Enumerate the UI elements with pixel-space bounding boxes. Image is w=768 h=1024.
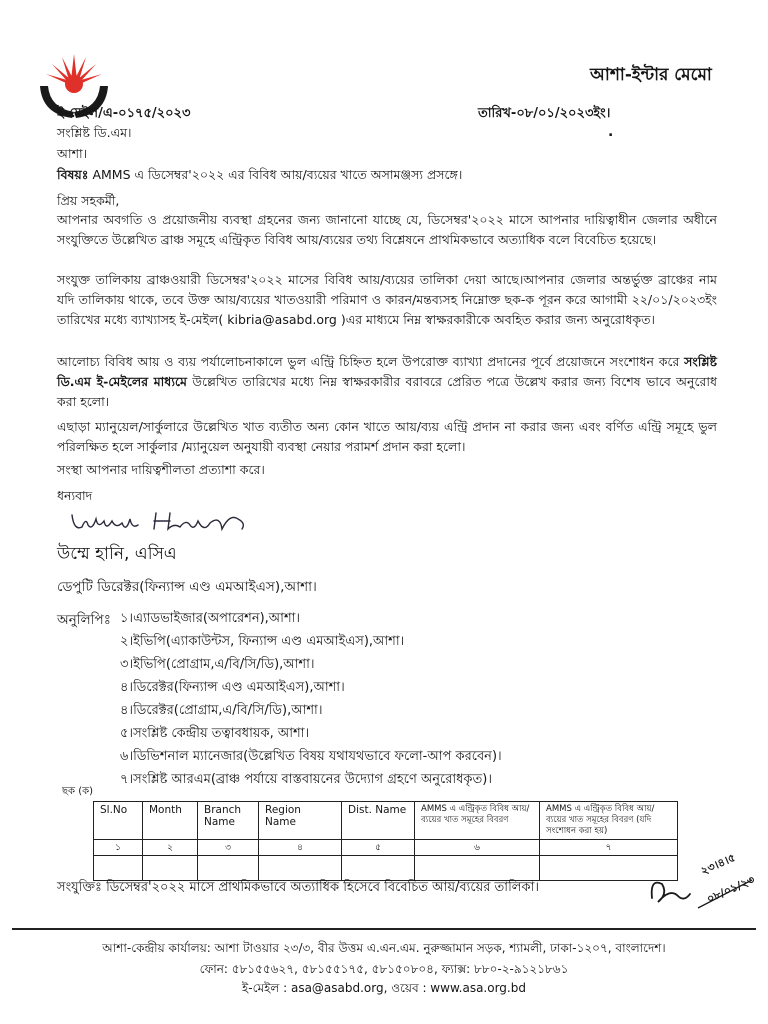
annex-column-number: ৩ — [198, 840, 259, 856]
annex-note: সংযুক্তিঃ ডিসেম্বর'২০২২ মাসে প্রাথমিকভাবে অত্যাধিক হিসেবে বিবেচিত আয়/ব্যয়ের তালিকা। — [57, 880, 539, 895]
copy-item: ৩।ইভিপি(প্রোগ্রাম,এ/বি/সি/ডি),আশা। — [120, 657, 315, 672]
copy-item: ১।এ্যাডভাইজার(অপারেশন),আশা। — [120, 611, 301, 626]
copy-item: ৭।সংশ্লিষ্ট আরএম(ব্রাঞ্চ পর্যায়ে বাস্তবায়নের উদ্যোগ গ্রহণে অনুরোধকৃত)। — [120, 772, 492, 787]
annex-column-number: ১ — [94, 840, 143, 856]
subject-text: AMMS এ ডিসেম্বর'২০২২ এর বিবিধ আয়/ব্যয়ের খাতে অসামঞ্জস্য প্রসঙ্গে। — [92, 167, 463, 182]
annex-empty-cell — [415, 856, 540, 881]
copy-item: ২।ইভিপি(এ্যাকাউন্টস, ফিন্যান্স এণ্ড এমআইএস),আশা। — [120, 634, 405, 649]
annex-empty-cell — [198, 856, 259, 881]
annex-empty-cell — [259, 856, 342, 881]
copy-item: ৪।ডিরেক্টর(ফিন্যান্স এণ্ড এমআইএস),আশা। — [120, 680, 345, 695]
recipient-line-2: আশা। — [57, 146, 88, 161]
footer-phone: ফোন: ৫৮১৫৫৬২৭, ৫৮১৫৫১৭৫, ৫৮১৫০৮০৪, ফ্যাক্স: ৮৮০-২-৯১২১৮৬১ — [199, 962, 569, 976]
body-paragraph-3-part-2: উল্লেখিত তারিখের মধ্যে নিম্ন স্বাক্ষরকারীর বরাবরে প্রেরিত পত্রে উল্লেখ করার জন্য বিশেষ ভাবে অনুরোধ করা হলো। — [57, 374, 717, 409]
handwritten-signature — [70, 507, 250, 537]
subject-line — [57, 167, 462, 187]
annex-table — [93, 801, 678, 881]
reference-number: ই-মেইল/এ-০১৭৫/২০২৩ — [57, 106, 191, 121]
stamp-date: ০৮/০১/২৩ — [704, 873, 757, 906]
annex-empty-cell — [94, 856, 143, 881]
body-paragraph-5: সংস্থা আপনার দায়িত্বশীলতা প্রত্যাশা করে। — [57, 462, 265, 477]
annex-column-number: ৪ — [259, 840, 342, 856]
annex-header-cell: Sl.No — [94, 802, 143, 840]
annex-column-number-row — [94, 840, 678, 856]
subject-label: বিষয়ঃ — [57, 167, 89, 182]
annex-column-number: ৬ — [415, 840, 540, 856]
signatory-name: উম্মে হানি, এসিএ — [57, 544, 177, 564]
annex-header-cell: AMMS এ এন্ট্রিকৃত বিবিধ আয়/ব্যয়ের খাত সমূহের বিবরণ (যদি সংশোধন করা হয়) — [540, 802, 678, 840]
body-paragraph-3-emphasis: সংশ্লিষ্ট ডি.এম ই-মেইলের মাধ্যমে — [57, 354, 717, 389]
handwritten-initial-stamp — [648, 851, 758, 918]
memo-date: তারিখ-০৮/০১/২০২৩ইং। — [478, 106, 611, 121]
copy-item: ৬।ডিভিশনাল ম্যানেজার(উল্লেখিত বিষয় যথাযথভাবে ফলো-আপ করবেন)। — [120, 749, 502, 764]
annex-empty-row — [94, 856, 678, 881]
annex-column-number: ৭ — [540, 840, 678, 856]
logo-sun — [65, 75, 83, 93]
annex-column-number: ৫ — [342, 840, 415, 856]
copies-label: অনুলিপিঃ — [57, 612, 111, 628]
annex-header-cell: Month — [143, 802, 198, 840]
copy-item: ৫।সংশ্লিষ্ট কেন্দ্রীয় তত্বাবধায়ক, আশা। — [120, 726, 310, 741]
annex-column-number: ২ — [143, 840, 198, 856]
date-mark: . — [608, 124, 614, 140]
annex-header-cell: AMMS এ এন্ট্রিকৃত বিবিধ আয়/ব্যয়ের খাত সমূহের বিবরণ — [415, 802, 540, 840]
thanks-text: ধন্যবাদ — [57, 488, 93, 503]
stamp-number: ২৩।৪।৫ — [698, 851, 738, 878]
body-paragraph-4: এছাড়া ম্যানুয়েল/সার্কুলারে উল্লেখিত খাত ব্যতীত অন্য কোন খাতে আয়/ব্যয় এন্ট্রি প্রদান না করার জন্য এবং বর্ণিত এন্ট্রি সমূহে ভুল পরিলক্ষিত হলে সার্কুলার /ম্যানুয়েল অনুযায়ী ব্যবস্থা নেয়ার পরামর্শ প্রদান করা হলো। — [57, 419, 717, 454]
body-paragraph-3-part-1: আলোচ্য বিবিধ আয় ও ব্যয় পর্যালোচনাকালে ভুল এন্ট্রি চিহ্নিত হলে উপরোক্ত ব্যাখ্যা প্রদানের পূর্বে প্রয়োজনে সংশোধন করে — [57, 354, 680, 369]
footer-address: আশা-কেন্দ্রীয় কার্যালয়: আশা টাওয়ার ২৩/৩, বীর উত্তম এ.এন.এম. নুরুজ্জামান সড়ক, শ্যামলী, ঢাকা-১২০৭, বাংলাদেশ। — [102, 941, 666, 955]
body-paragraph-2: সংযুক্ত তালিকায় ব্রাঞ্চওয়ারী ডিসেম্বর'২০২২ মাসের বিবিধ আয়/ব্যয়ের তালিকা দেয়া আছে।আপনার জেলার অন্তর্ভুক্ত ব্রাঞ্চের নাম যদি তালিকায় থাকে, তবে উক্ত আয়/ব্যয়ের খাতওয়ারী পরিমাণ ও কারন/মন্তব্যসহ নিম্নোক্ত ছক-ক পূরন করে আগামী ২২/০১/২০২৩ইং তারিখের মধ্যে ব্যাখ্যাসহ ই-মেইল( kibria@asabd.org )এর মাধ্যমে নিম্ন স্বাক্ষরকারীকে অবহিত করার জন্য অনুরোধকৃত। — [57, 272, 717, 327]
recipient-line-1: সংশ্লিষ্ট ডি.এম। — [57, 125, 132, 140]
annex-empty-cell — [143, 856, 198, 881]
body-paragraph-3 — [57, 352, 717, 412]
memo-title: আশা-ইন্টার মেমো — [590, 65, 712, 85]
annex-header-cell: Region Name — [259, 802, 342, 840]
annex-label: ছক (ক) — [62, 786, 94, 797]
footer-contact: ই-মেইল : asa@asabd.org, ওয়েব : www.asa.org.bd — [242, 981, 526, 995]
annex-empty-cell — [342, 856, 415, 881]
body-paragraph-1: আপনার অবগতি ও প্রয়োজনীয় ব্যবস্থা গ্রহনের জন্য জানানো যাচ্ছে যে, ডিসেম্বর'২০২২ মাসে আপনার দায়িত্বাধীন জেলার অধীনে সংযুক্তিতে উল্লেখিত ব্রাঞ্চ সমূহে এন্ট্রিকৃত বিবিধ আয়/ব্যয়ের তথ্য বিশ্লেষনে প্রাথমিকভাবে অত্যাধিক বলে বিবেচিত হয়েছে। — [57, 212, 717, 247]
annex-header-cell: Branch Name — [198, 802, 259, 840]
signatory-designation: ডেপুটি ডিরেক্টর(ফিন্যান্স এণ্ড এমআইএস),আশা। — [57, 579, 317, 595]
footer-divider — [12, 928, 756, 930]
greeting: প্রিয় সহকর্মী, — [57, 193, 120, 208]
annex-header-row — [94, 802, 678, 840]
copy-item: ৪।ডিরেক্টর(প্রোগ্রাম,এ/বি/সি/ডি),আশা। — [120, 703, 323, 718]
annex-header-cell: Dist. Name — [342, 802, 415, 840]
